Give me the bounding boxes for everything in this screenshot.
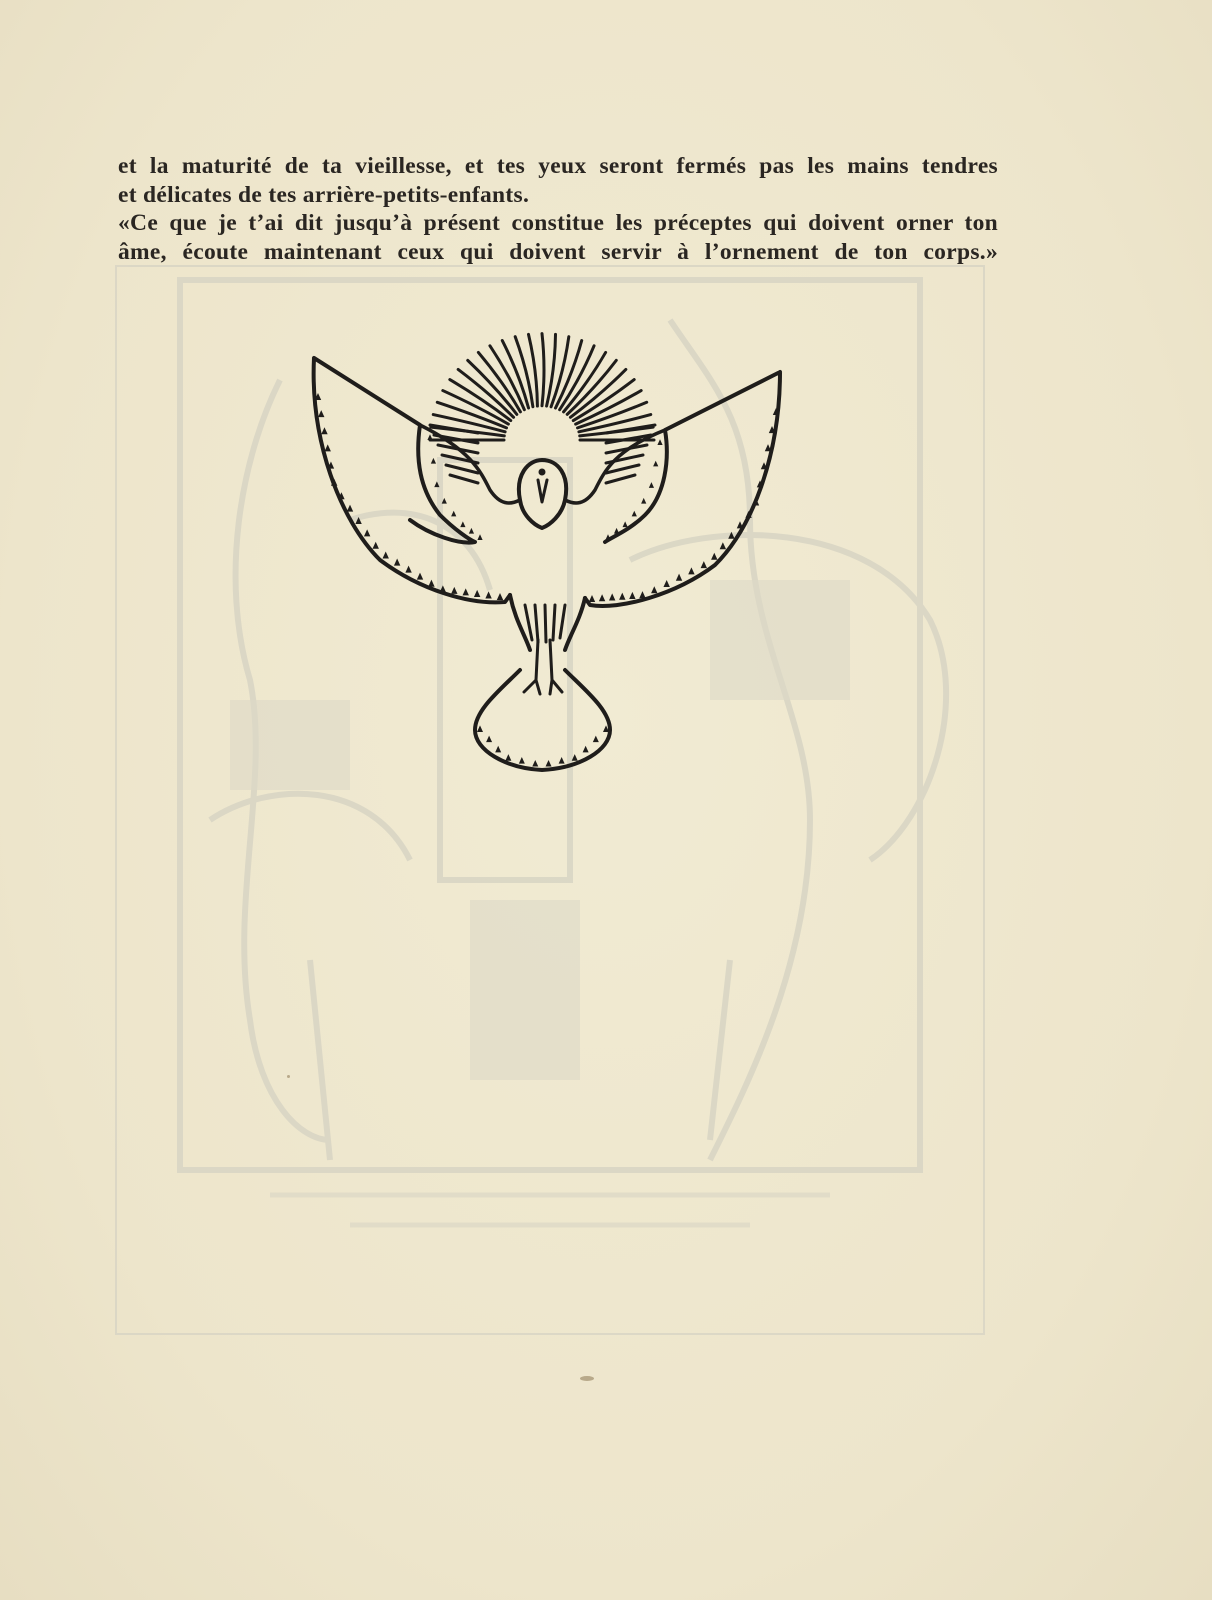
right-wing bbox=[585, 372, 780, 606]
left-inner-tooth bbox=[442, 498, 447, 504]
left-wing-tooth bbox=[474, 590, 480, 597]
left-wing-tooth bbox=[497, 593, 503, 600]
dove-eye bbox=[539, 469, 545, 475]
body-line-3: «Ce que je t’ai dit jusqu’à présent constitue les préceptes qui doivent orner ton bbox=[118, 210, 998, 236]
dove-body bbox=[510, 595, 585, 650]
tail-tooth bbox=[486, 736, 492, 743]
right-inner-tooth bbox=[641, 498, 646, 504]
left-wing-tooth bbox=[405, 566, 411, 573]
left-inner-tooth bbox=[451, 511, 456, 517]
right-wing-tooth bbox=[688, 567, 694, 574]
right-wing-tooth bbox=[609, 593, 615, 600]
dove-beak bbox=[538, 480, 547, 502]
tail-tooth bbox=[593, 736, 599, 743]
right-wing-tooth bbox=[629, 592, 635, 599]
right-wing-tooth bbox=[720, 542, 726, 549]
left-wing-tooth bbox=[485, 591, 491, 598]
left-wing-tooth bbox=[463, 588, 469, 595]
left-wing-tooth bbox=[417, 573, 423, 580]
right-wing-tooth bbox=[651, 586, 657, 593]
paper-speck bbox=[287, 1075, 290, 1078]
halo-ray bbox=[606, 475, 635, 483]
right-inner-tooth bbox=[657, 439, 662, 445]
right-wing-tooth bbox=[676, 574, 682, 581]
left-inner-tooth bbox=[477, 534, 482, 540]
right-wing-tooth bbox=[589, 595, 595, 602]
left-wing-tooth bbox=[373, 542, 379, 549]
left-wing-tooth bbox=[394, 559, 400, 566]
tail-tooth bbox=[572, 754, 578, 761]
right-wing-tooth bbox=[728, 532, 734, 539]
tail-tooth bbox=[519, 757, 525, 764]
left-wing-tooth bbox=[321, 427, 327, 434]
right-inner-tooth bbox=[649, 482, 654, 488]
body-feathers bbox=[525, 605, 565, 642]
left-inner-tooth bbox=[431, 458, 436, 464]
left-wing-tooth bbox=[383, 551, 389, 558]
left-wing bbox=[314, 358, 510, 602]
right-wing-tooth bbox=[663, 580, 669, 587]
right-wing-tooth bbox=[701, 561, 707, 568]
body-line-2: et délicates de tes arrière-petits-enfants. bbox=[118, 181, 530, 208]
tail-tooth bbox=[532, 760, 538, 767]
right-inner-tooth bbox=[623, 521, 628, 527]
tail-tooth bbox=[559, 757, 565, 764]
right-inner-tooth bbox=[632, 511, 637, 517]
wing-serrations bbox=[315, 393, 779, 767]
body-text bbox=[118, 152, 998, 266]
tail-tooth bbox=[477, 725, 483, 732]
left-wing-tooth bbox=[428, 580, 434, 587]
body-line-4: âme, écoute maintenant ceux qui doivent servir à l’ornement de ton corps.» bbox=[118, 238, 998, 265]
halo-ray bbox=[542, 334, 544, 406]
left-inner-tooth bbox=[469, 528, 474, 534]
left-wing-tooth bbox=[364, 529, 370, 536]
left-wing-tooth bbox=[440, 585, 446, 592]
tail-tooth bbox=[546, 760, 552, 767]
left-wing-tooth bbox=[325, 444, 331, 451]
tail-tooth bbox=[505, 754, 511, 761]
left-inner-tooth bbox=[434, 481, 439, 487]
right-inner-tooth bbox=[614, 528, 619, 534]
right-wing-tooth bbox=[711, 553, 717, 560]
left-wing-tooth bbox=[318, 410, 324, 417]
left-wing-tooth bbox=[355, 517, 361, 524]
halo-ray bbox=[446, 465, 478, 473]
tail-tooth bbox=[495, 746, 501, 753]
left-wing-tooth bbox=[451, 587, 457, 594]
right-wing-tooth bbox=[639, 591, 645, 598]
dove-illustration bbox=[310, 320, 790, 790]
left-wing-tooth bbox=[347, 505, 353, 512]
paper-speck bbox=[580, 1376, 594, 1381]
body-line-1: et la maturité de ta vieillesse, et tes yeux seront fermés pas les mains tendres bbox=[118, 153, 998, 179]
left-inner-tooth bbox=[460, 521, 465, 527]
halo-ray bbox=[450, 475, 478, 483]
right-wing-tooth bbox=[619, 593, 625, 600]
right-wing-tooth bbox=[599, 594, 605, 601]
tail-tooth bbox=[583, 746, 589, 753]
dove-tail bbox=[475, 670, 610, 770]
left-inner-tooth bbox=[427, 434, 432, 440]
right-inner-tooth bbox=[653, 461, 658, 467]
